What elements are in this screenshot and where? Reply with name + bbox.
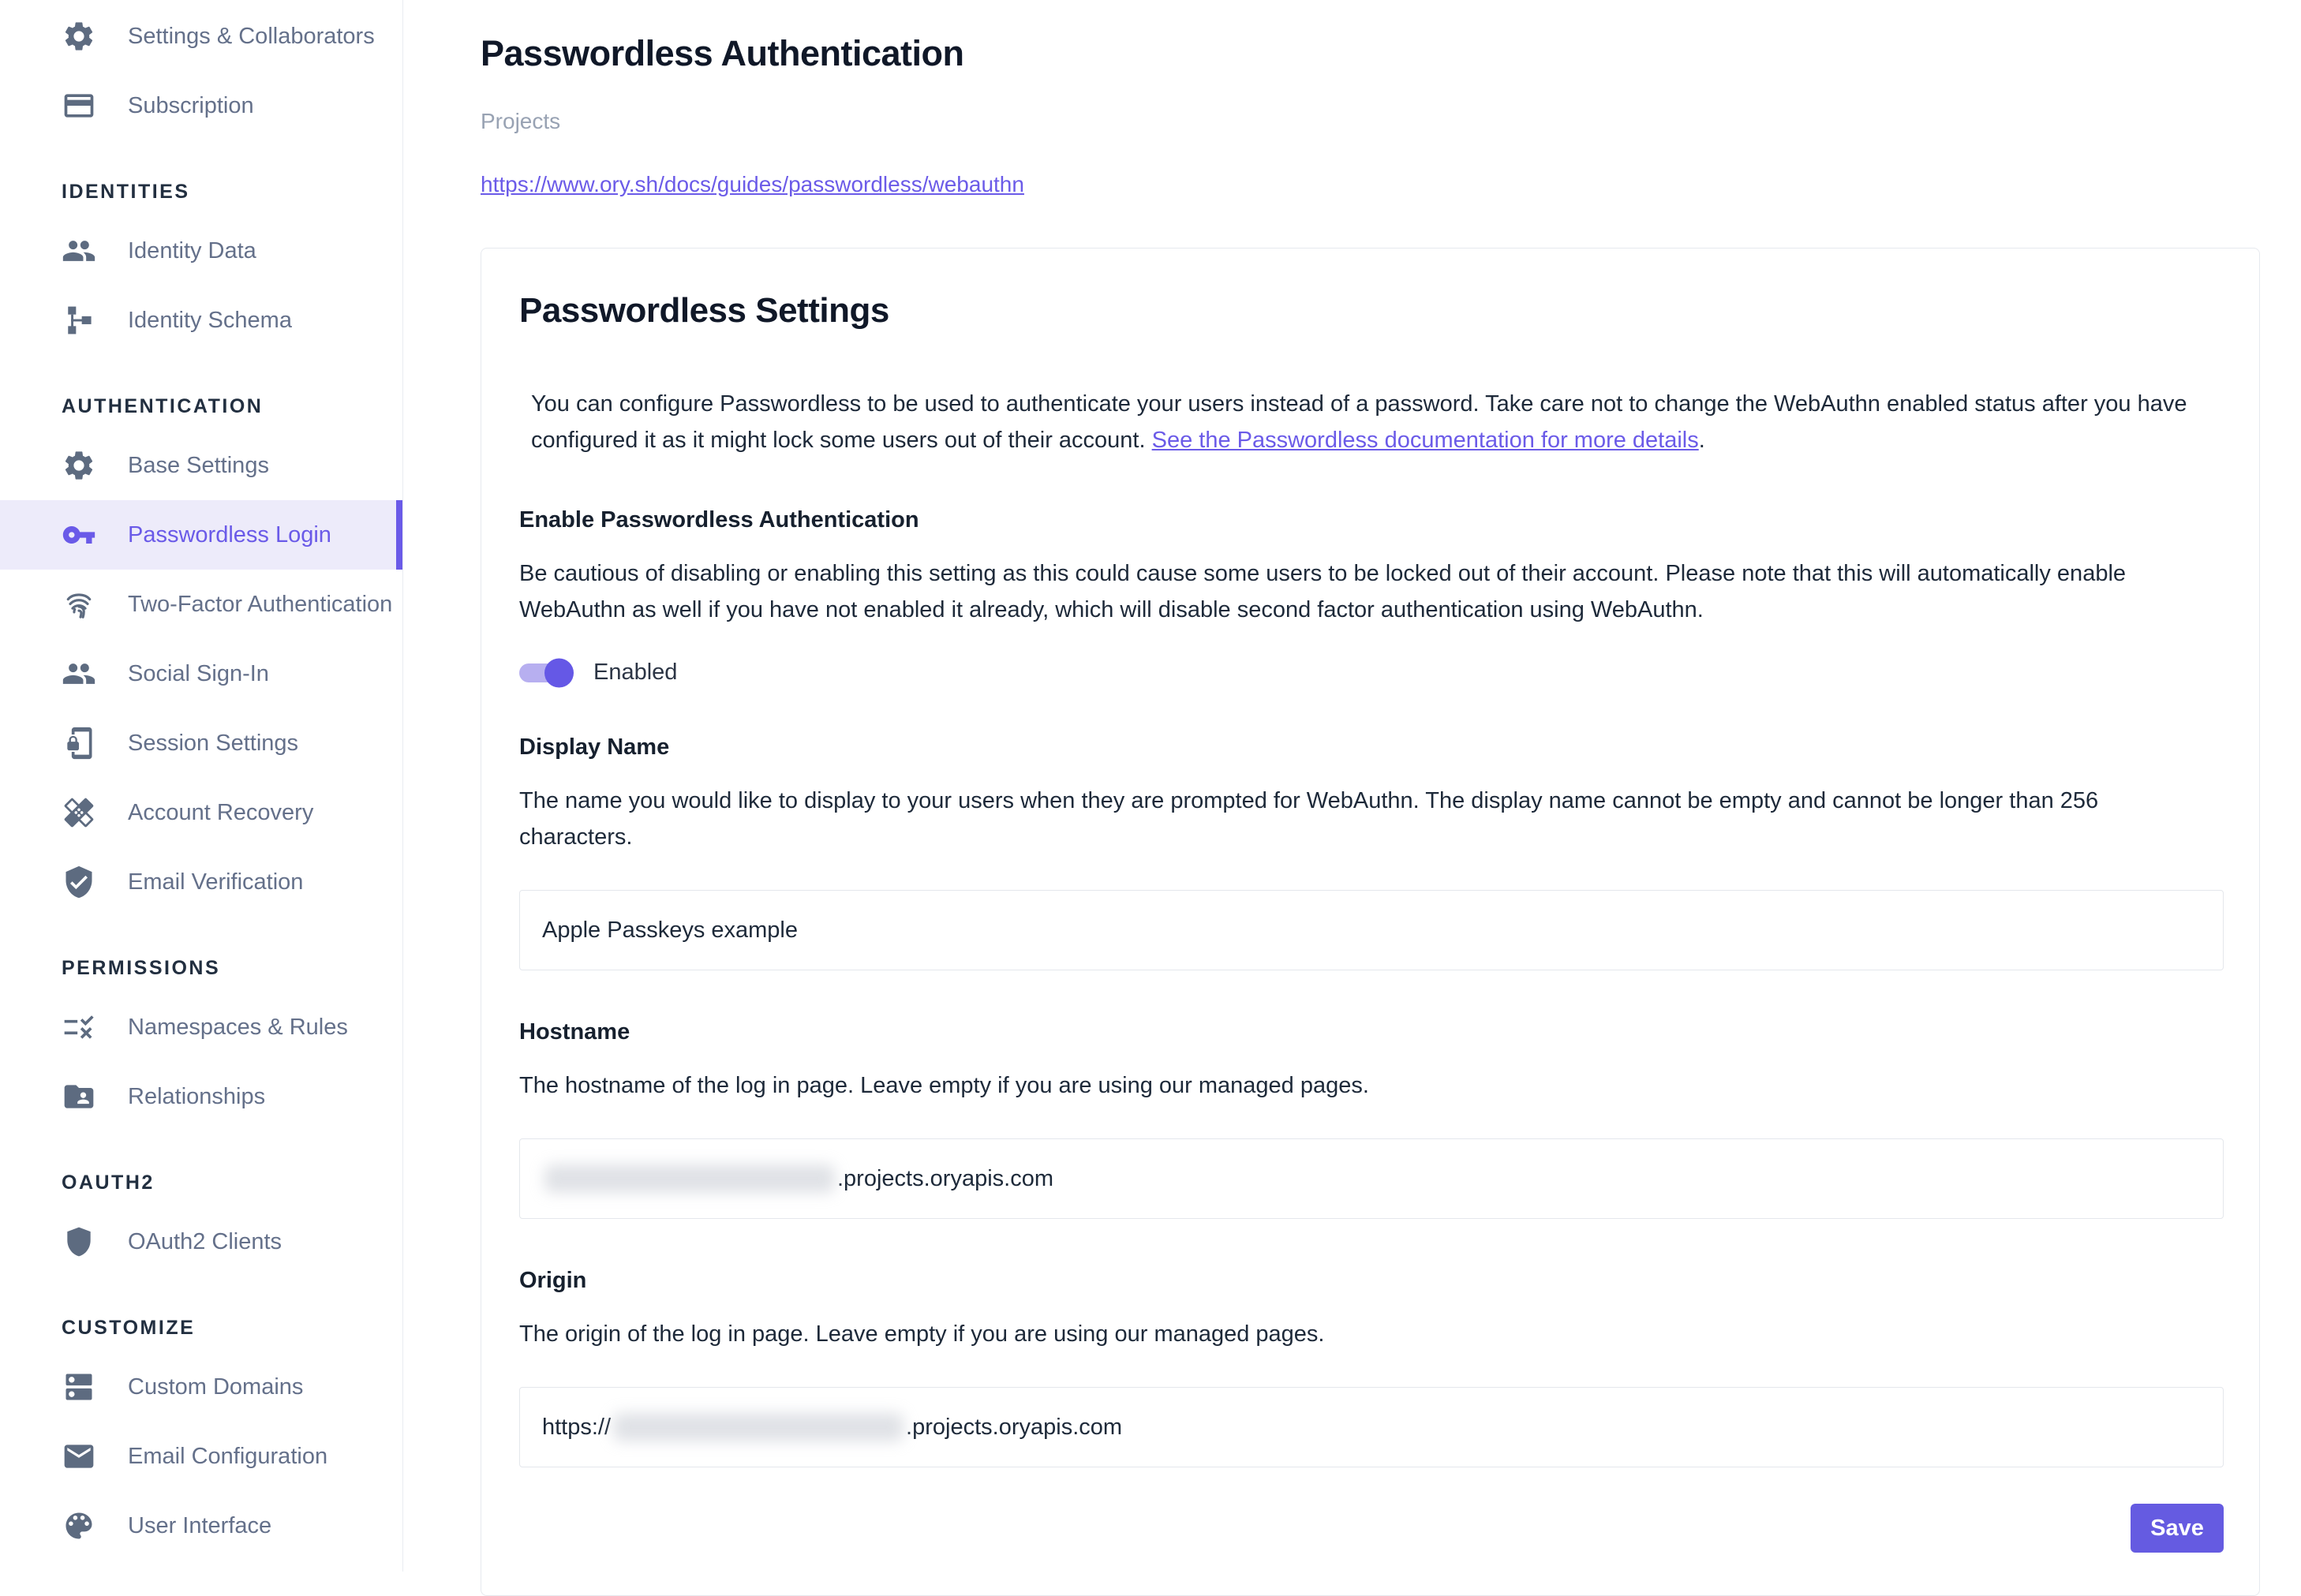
main-content	[403, 0, 2301, 1572]
sidebar-item-label: User Interface	[128, 1512, 272, 1538]
redacted-project-slug	[613, 1413, 904, 1441]
display-name-heading: Display Name	[519, 734, 670, 760]
actions-row	[519, 1504, 2224, 1553]
sidebar-item-label: Relationships	[128, 1083, 266, 1109]
gear-icon	[62, 19, 96, 54]
sidebar-item-label: Namespaces & Rules	[128, 1014, 348, 1040]
hostname-heading: Hostname	[519, 1019, 630, 1045]
shield-icon	[62, 1224, 96, 1259]
hostname-description: The hostname of the log in page. Leave empty if you are using our managed pages.	[519, 1073, 1369, 1098]
sidebar-item-settings-collaborators[interactable]	[0, 2, 402, 71]
origin-heading: Origin	[519, 1268, 587, 1293]
enable-passwordless-description: Be cautious of disabling or enabling this setting as this could cause some users to be locked out of their account. Please note that this will automatically enable WebAuthn as well if you have not enabled it already, which will disable second factor authentication using WebAuthn.	[519, 561, 2127, 622]
section-header-identities: IDENTITIES	[62, 181, 190, 203]
save-button[interactable]: Save	[2131, 1504, 2224, 1553]
enable-passwordless-heading: Enable Passwordless Authentication	[519, 507, 919, 533]
sidebar-item-label: Account Recovery	[128, 799, 314, 825]
sidebar-item-label: Two-Factor Authentication	[128, 591, 393, 617]
toggle-row	[519, 660, 2221, 686]
origin-description: The origin of the log in page. Leave empty if you are using our managed pages.	[519, 1321, 1325, 1347]
bandage-icon	[62, 795, 96, 830]
sidebar-item-label: Custom Domains	[128, 1374, 304, 1400]
hostname-suffix: .projects.oryapis.com	[837, 1165, 1053, 1191]
sidebar-item-label: Email Verification	[128, 869, 304, 895]
rule-icon	[62, 1010, 96, 1045]
sidebar-item-email-configuration[interactable]	[0, 1422, 402, 1491]
toggle-label: Enabled	[593, 660, 678, 685]
hostname-input[interactable]	[519, 1138, 2224, 1219]
sidebar-item-custom-domains[interactable]	[0, 1352, 402, 1422]
sidebar-item-label: Identity Data	[128, 237, 256, 264]
sidebar-item-label: Passwordless Login	[128, 521, 331, 548]
sidebar-item-oauth2-clients[interactable]	[0, 1207, 402, 1276]
sidebar	[0, 0, 403, 1572]
sidebar-item-passwordless-login[interactable]	[0, 500, 402, 570]
webauthn-doc-link[interactable]: https://www.ory.sh/docs/guides/passwordless/webauthn	[481, 172, 1024, 196]
passwordless-documentation-link[interactable]: See the Passwordless documentation for more details	[1151, 428, 1699, 453]
key-icon	[62, 518, 96, 552]
sidebar-item-identity-schema[interactable]	[0, 286, 402, 355]
sidebar-item-label: Identity Schema	[128, 307, 292, 333]
sidebar-item-subscription[interactable]	[0, 71, 402, 140]
section-header-permissions: PERMISSIONS	[62, 957, 221, 979]
section-header-authentication: AUTHENTICATION	[62, 395, 264, 417]
sidebar-item-label: Subscription	[128, 92, 254, 118]
intro-suffix: .	[1698, 428, 1705, 453]
sidebar-item-label: Social Sign-In	[128, 660, 269, 686]
envelope-icon	[62, 1439, 96, 1474]
people-icon	[62, 656, 96, 691]
card-title: Passwordless Settings	[519, 291, 889, 330]
redacted-project-slug	[544, 1164, 835, 1193]
gear-icon	[62, 448, 96, 483]
sidebar-item-identity-data[interactable]	[0, 216, 402, 286]
people-icon	[62, 234, 96, 268]
phone-lock-icon	[62, 726, 96, 761]
origin-suffix: .projects.oryapis.com	[906, 1414, 1123, 1440]
display-name-description: The name you would like to display to your users when they are prompted for WebAuthn. The display name cannot be empty and cannot be longer than 256 characters.	[519, 788, 2099, 850]
sidebar-item-relationships[interactable]	[0, 1062, 402, 1131]
display-name-value: Apple Passkeys example	[542, 917, 798, 943]
palette-icon	[62, 1508, 96, 1543]
passwordless-settings-card	[481, 248, 2260, 1596]
sidebar-item-user-interface[interactable]	[0, 1491, 402, 1560]
server-icon	[62, 1370, 96, 1404]
sidebar-item-two-factor-authentication[interactable]	[0, 570, 402, 639]
sidebar-item-base-settings[interactable]	[0, 431, 402, 500]
sidebar-item-label: OAuth2 Clients	[128, 1228, 282, 1254]
origin-input[interactable]	[519, 1387, 2224, 1467]
fingerprint-icon	[62, 587, 96, 622]
section-header-customize: CUSTOMIZE	[62, 1317, 196, 1339]
schema-icon	[62, 303, 96, 338]
sidebar-item-label: Email Configuration	[128, 1443, 328, 1469]
breadcrumb: Projects	[481, 109, 561, 133]
sidebar-item-social-sign-in[interactable]	[0, 639, 402, 708]
sidebar-item-label: Session Settings	[128, 730, 299, 756]
folder-person-icon	[62, 1079, 96, 1114]
intro-paragraph	[519, 386, 2208, 458]
sidebar-item-label: Settings & Collaborators	[128, 23, 375, 49]
sidebar-item-account-recovery[interactable]	[0, 778, 402, 847]
section-header-oauth2: OAUTH2	[62, 1172, 155, 1194]
sidebar-item-label: Base Settings	[128, 452, 269, 478]
sidebar-item-session-settings[interactable]	[0, 708, 402, 778]
page-title: Passwordless Authentication	[481, 33, 964, 73]
credit-card-icon	[62, 88, 96, 123]
shield-check-icon	[62, 865, 96, 899]
origin-prefix: https://	[542, 1414, 612, 1440]
intro-text: You can configure Passwordless to be used to authenticate your users instead of a password. Take care not to change the WebAuthn enabled status after you have configured it as it might lock some users out of their account.	[531, 391, 2187, 453]
sidebar-item-namespaces-rules[interactable]	[0, 992, 402, 1062]
display-name-input[interactable]	[519, 890, 2224, 970]
sidebar-item-email-verification[interactable]	[0, 847, 402, 917]
passwordless-enabled-toggle[interactable]	[519, 663, 571, 682]
toggle-knob	[544, 658, 574, 687]
